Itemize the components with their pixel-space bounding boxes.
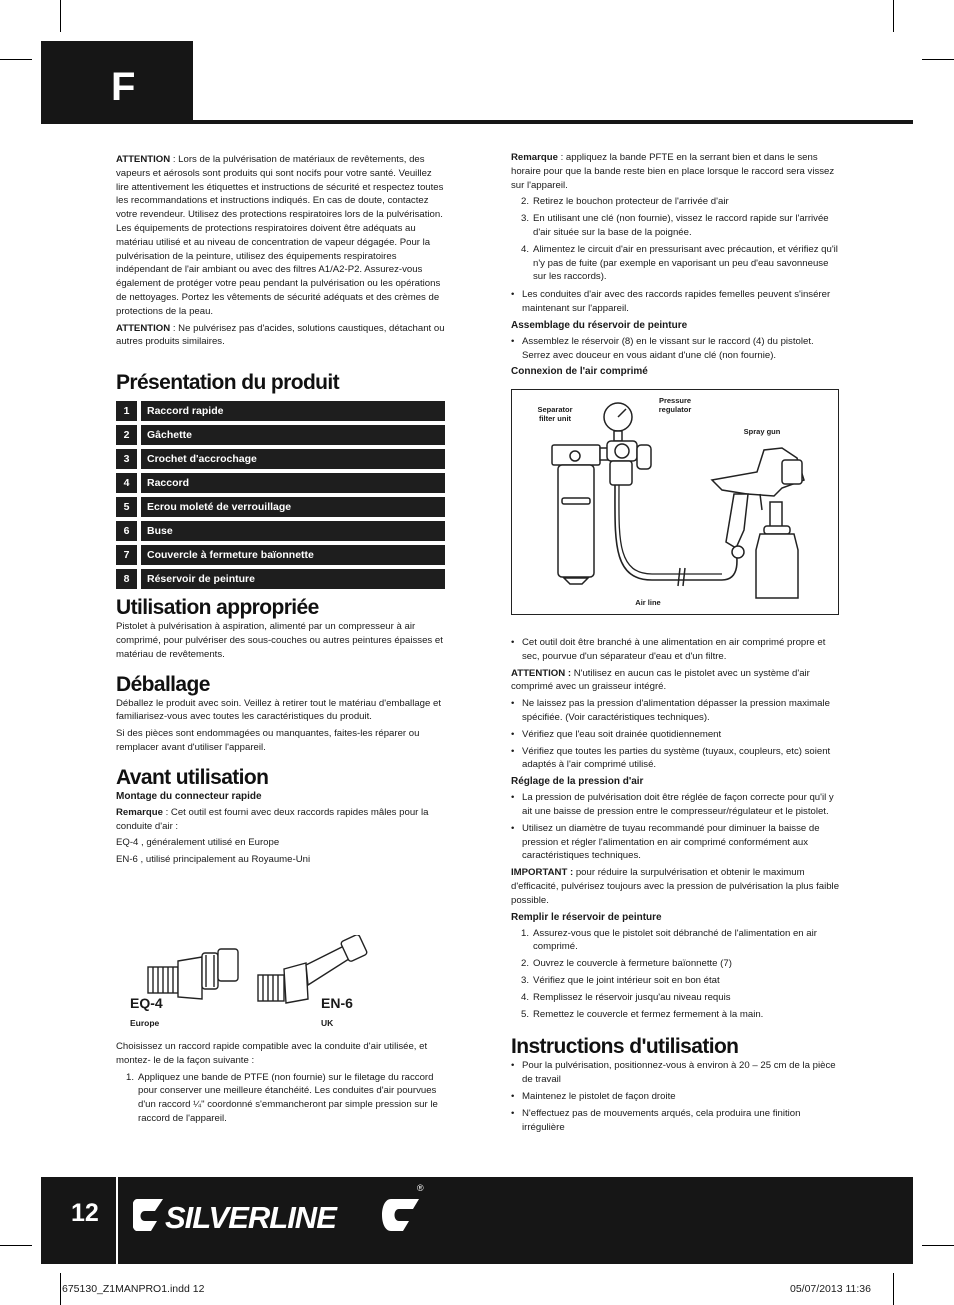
crop-mark (922, 59, 954, 60)
air-line (615, 485, 737, 580)
part-row (116, 425, 445, 445)
list-item: 4. Remplissez le réservoir jusqu'au niveau requis (521, 991, 731, 1003)
list-item: 1. Appliquez une bande de PTFE (non fournie) sur le filetage du raccord pour conserver une meilleure étanchéité. Les conduites d'air pourvues d'un raccord ¼" coordonné s'emmancheront par simple pression sur le raccord de l'appareil. (126, 1071, 438, 1124)
numbered-list (511, 195, 841, 284)
part-label: Gâchette (141, 425, 445, 445)
bullet-list (511, 791, 841, 863)
part-number: 1 (116, 401, 137, 421)
subheading-fill: Remplir le réservoir de peinture (511, 911, 662, 923)
logo-wordmark: SILVERLINE (165, 1200, 336, 1235)
part-row (116, 545, 445, 565)
list-item: 5. Remettez le couvercle et fermez fermement à la main. (521, 1008, 764, 1020)
section-title-before-use: Avant utilisation (116, 765, 269, 789)
part-number: 4 (116, 473, 137, 493)
part-number: 2 (116, 425, 137, 445)
label-air-line: Air line (635, 598, 661, 607)
part-number: 3 (116, 449, 137, 469)
crop-mark (893, 0, 894, 32)
crop-mark (0, 1245, 32, 1246)
bullet-list (511, 636, 841, 664)
part-row (116, 473, 445, 493)
list-item: • Vérifiez que l'eau soit drainée quotidiennement (511, 728, 841, 742)
list-item: 2. Retirez le bouchon protecteur de l'arrivée d'air (521, 196, 729, 208)
unpacking-paragraph: Si des pièces sont endommagées ou manquantes, faites-les réparer ou remplacer avant d'utiliser l'appareil. (116, 728, 420, 753)
part-row (116, 521, 445, 541)
unpacking-paragraph: Déballez le produit avec soin. Veillez à retirer tout le matériau d'emballage et familiarisez-vous avec toutes les caractéristiques du produit. (116, 697, 441, 723)
part-number: 7 (116, 545, 137, 565)
list-item: 3. En utilisant une clé (non fournie), vissez le raccord rapide sur l'arrivée d'air située sur la base de la poignée. (521, 213, 829, 238)
crop-mark (60, 0, 61, 32)
remark-paragraph: Remarque : appliquez la bande PFTE en la serrant bien et dans le sens horaire pour que la bande reste bien en place lorsque le raccord sera vissez sur l'appareil. (511, 152, 835, 191)
important-paragraph: IMPORTANT : pour réduire la surpulvérisation et obtenir le maximum d'efficacité, pulvérisez toujours avec la pression de pulvérisation la plus faible possible. (511, 867, 840, 906)
list-item: • N'effectuez pas de mouvements arqués, cela produira une finition irrégulière (511, 1107, 841, 1135)
list-item: 1. Assurez-vous que le pistolet soit débranché de l'alimentation en air comprimé. (521, 927, 817, 953)
air-system-drawing (512, 390, 838, 614)
section-title-usage: Utilisation appropriée (116, 596, 319, 620)
eq4-label: EQ-4 (130, 995, 163, 1011)
footer-divider (116, 1177, 118, 1264)
choose-paragraph: Choisissez un raccord rapide compatible avec la conduite d'air utilisée, et montez- le de la façon suivante : (116, 1041, 428, 1066)
part-number: 8 (116, 569, 137, 589)
right-column-top (511, 151, 841, 381)
part-number: 6 (116, 521, 137, 541)
silverline-logo (133, 1191, 433, 1239)
list-item: • Utilisez un diamètre de tuyau recommandé pour diminuer la baisse de pression et régler l'alimentation en air comprimé conformément aux caractéristiques techniques. (511, 822, 841, 863)
part-row (116, 401, 445, 421)
list-item: • Vérifiez que toutes les parties du système (tuyaux, coupleurs, etc) soient adaptés à l'air comprimé utilisé. (511, 745, 841, 773)
section-title-instructions: Instructions d'utilisation (511, 1035, 739, 1059)
subheading-air-connection: Connexion de l'air comprimé (511, 366, 648, 378)
en6-sublabel: UK (321, 1018, 334, 1028)
en6-line: EN-6 , utilisé principalement au Royaume-Uni (116, 854, 311, 866)
label-separator: Separator filter unit (537, 405, 573, 423)
language-tab (41, 41, 193, 124)
bullet-list (511, 697, 841, 772)
usage-paragraph: Pistolet à pulvérisation à aspiration, alimenté par un compresseur à air comprimé, pour pulvériser des sous-couches ou autres peintures épaisses et matériau de revêtements. (116, 621, 443, 660)
bullet-list (511, 288, 841, 316)
slug-file: 675130_Z1MANPRO1.indd 12 (62, 1283, 205, 1295)
separator-filter-icon (552, 445, 608, 584)
part-row (116, 569, 445, 589)
list-item: 4. Alimentez le circuit d'air en pressurisant avec précaution, et vérifiez qu'il n'y pas de fuite (par exemple en vaporisant un peu d'eau savonneuse sur les raccords). (521, 243, 838, 283)
page-number: 12 (71, 1199, 99, 1227)
section-title-presentation: Présentation du produit (116, 371, 340, 395)
numbered-list (116, 1071, 445, 1126)
bullet-list (511, 335, 841, 363)
part-label: Buse (141, 521, 445, 541)
list-item: • La pression de pulvérisation doit être réglée de façon correcte pour qu'il y ait une baisse de pression entre le compresseur/régulateur et le pistolet. (511, 791, 841, 819)
eq4-fitting-icon (148, 949, 238, 999)
part-row (116, 449, 445, 469)
language-tab-letter: F (111, 65, 136, 109)
part-label: Couvercle à fermeture baïonnette (141, 545, 445, 565)
crop-mark (893, 1273, 894, 1305)
part-label: Raccord rapide (141, 401, 445, 421)
part-number: 5 (116, 497, 137, 517)
crop-mark (60, 1273, 61, 1305)
left-column (116, 153, 445, 870)
list-item: 3. Vérifiez que le joint intérieur soit en bon état (521, 974, 720, 986)
list-item: • Assemblez le réservoir (8) en le vissant sur le raccord (4) du pistolet. Serrez avec douceur en vous aidant d'une clé (non fournie). (511, 335, 841, 363)
bullet-list (511, 1059, 841, 1134)
list-item: • Pour la pulvérisation, positionnez-vous à environ à 20 – 25 cm de la pièce de travail (511, 1059, 841, 1087)
part-row (116, 497, 445, 517)
remark-paragraph: Remarque : Cet outil est fourni avec deux raccords rapides mâles pour la conduite d'air : (116, 806, 429, 832)
header-rule (193, 120, 913, 124)
list-item: • Les conduites d'air avec des raccords rapides femelles peuvent s'insérer maintenant sur l'appareil. (511, 288, 841, 316)
section-title-unpacking: Déballage (116, 672, 210, 696)
spray-gun-icon (712, 448, 804, 598)
slug-date: 05/07/2013 11:36 (790, 1283, 871, 1295)
eq4-line: EQ-4 , généralement utilisé en Europe (116, 837, 280, 849)
attention-paragraph: ATTENTION : Ne pulvérisez pas d'acides, solutions caustiques, détachant ou autres produits similaires. (116, 322, 445, 348)
subheading-connector: Montage du connecteur rapide (116, 790, 262, 802)
attention-paragraph: ATTENTION : Lors de la pulvérisation de matériaux de revêtements, des vapeurs et aérosols sont produits qui sont nocifs pour votre santé. Veuillez lire attentivement les étiquettes et instructions de sécurité et respectez toutes les recommandations et instructions indiqués. En cas de doute, contactez votre revendeur. Utilisez des protections respiratoires lors de la pulvérisation. Les équipements de protections respiratoires doivent être adéquats au matériau utilisé et au niveau de concentration de vapeur dégagée. Pour la pulvérisation de la peinture, utilisez des équipements respiratoires indépendant de l'air ambiant ou avec des filtres A1/A2-P2. Assurez-vous également de protéger votre peau pendant la pulvérisation ou les opérations de nettoyages. Portez les vêtements de sécurité adéquats et des crèmes de protections de la peau. (116, 154, 444, 317)
en6-label: EN-6 (321, 995, 353, 1011)
part-label: Raccord (141, 473, 445, 493)
footer-bar (41, 1177, 913, 1264)
label-regulator: Pressure regulator (658, 396, 692, 414)
registered-mark: ® (417, 1183, 424, 1193)
part-label: Crochet d'accrochage (141, 449, 445, 469)
part-label: Ecrou moleté de verrouillage (141, 497, 445, 517)
parts-list (116, 401, 445, 589)
crop-mark (922, 1245, 954, 1246)
air-system-diagram (511, 389, 839, 615)
eq4-sublabel: Europe (130, 1018, 160, 1028)
label-spray-gun: Spray gun (743, 427, 781, 436)
subheading-reservoir: Assemblage du réservoir de peinture (511, 319, 688, 331)
left-column-bottom (116, 1040, 445, 1130)
list-item: • Cet outil doit être branché à une alimentation en air comprimé propre et sec, pourvue d'un séparateur d'eau et d'un filtre. (511, 636, 841, 664)
subheading-pressure: Réglage de la pression d'air (511, 776, 644, 788)
pressure-regulator-icon (604, 403, 651, 485)
list-item: • Ne laissez pas la pression d'alimentation dépasser la pression maximale spécifiée. (Voir caractéristiques techniques). (511, 697, 841, 725)
list-item: • Maintenez le pistolet de façon droite (511, 1090, 841, 1104)
list-item: 2. Ouvrez le couvercle à fermeture baïonnette (7) (521, 958, 732, 970)
en6-fitting-icon (258, 935, 368, 1003)
attention-paragraph: ATTENTION : N'utilisez en aucun cas le pistolet avec un système d'air comprimé avec un graisseur intégré. (511, 667, 810, 693)
crop-mark (0, 59, 32, 60)
numbered-list (511, 927, 841, 1022)
part-label: Réservoir de peinture (141, 569, 445, 589)
right-column-bottom (511, 636, 841, 1137)
